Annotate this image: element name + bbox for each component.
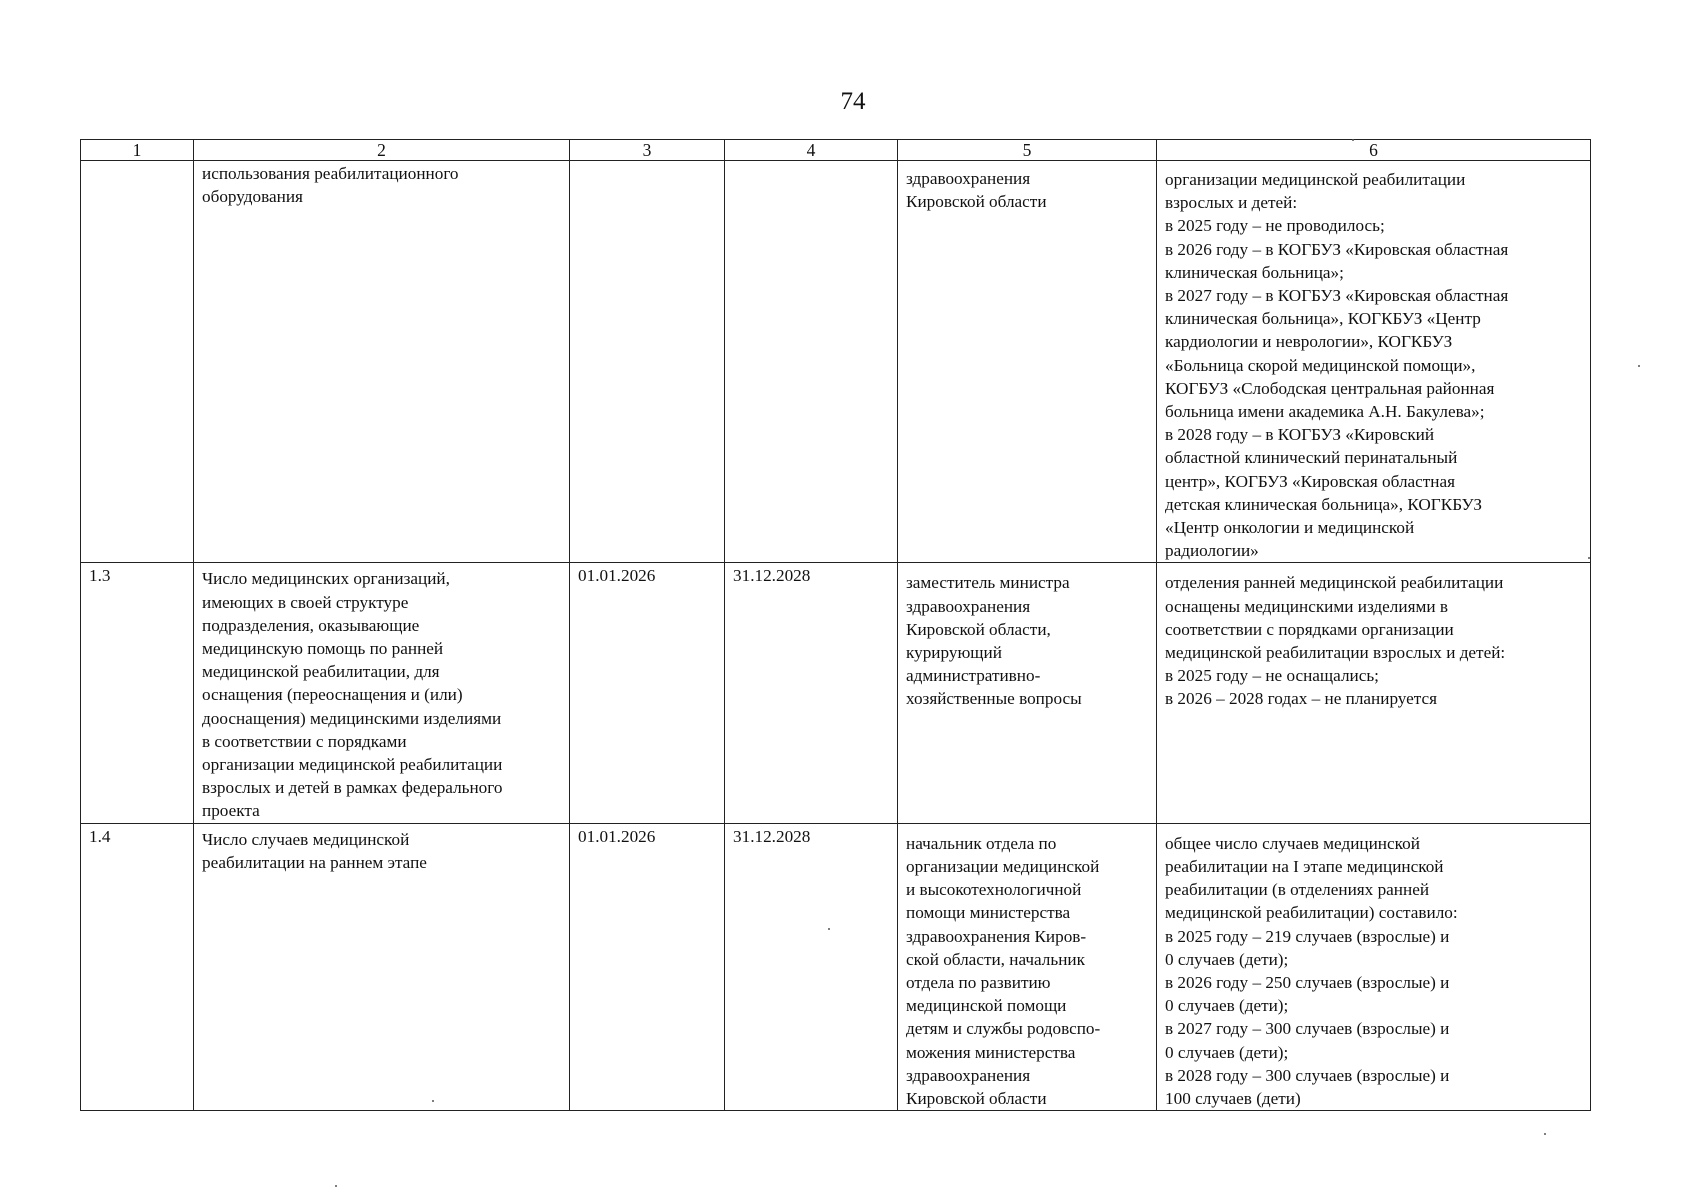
column-header: 4 xyxy=(725,140,898,161)
row-number-cell: 1.3 xyxy=(81,563,194,823)
cell-line: медицинской реабилитации взрослых и детей: xyxy=(1165,643,1506,663)
header-row xyxy=(81,140,1591,161)
cell-line: больница имени академика А.Н. Бакулева»; xyxy=(1165,402,1485,422)
cell-line: областной клинический перинатальный xyxy=(1165,448,1458,468)
result-cell xyxy=(1157,161,1591,563)
cell-line: «Центр онкологии и медицинской xyxy=(1165,518,1415,538)
indicator-cell xyxy=(194,563,570,823)
cell-line: отдела по развитию xyxy=(906,972,1051,992)
cell-line: административно- xyxy=(906,666,1041,686)
responsible-cell xyxy=(898,161,1157,563)
cell-line: дооснащения) медицинскими изделиями xyxy=(202,708,502,728)
cell-line: радиологии» xyxy=(1165,541,1259,561)
cell-line: взрослых и детей в рамках федерального xyxy=(202,778,503,798)
end-date-cell xyxy=(725,161,898,563)
cell-line: здравоохранения xyxy=(906,1065,1031,1085)
cell-line: в 2027 году – 300 случаев (взрослые) и xyxy=(1165,1019,1450,1039)
cell-line: в 2026 – 2028 годах – не планируется xyxy=(1165,689,1438,709)
cell-line: «Больница скорой медицинской помощи», xyxy=(1165,355,1476,375)
cell-line: Число медицинских организаций, xyxy=(202,569,450,589)
column-header: 1 xyxy=(81,140,194,161)
start-date-cell: 01.01.2026 xyxy=(570,563,725,823)
cell-line: реабилитации на раннем этапе xyxy=(202,852,427,872)
cell-line: 100 случаев (дети) xyxy=(1165,1088,1301,1108)
cell-line: помощи министерства xyxy=(906,903,1071,923)
cell-line: в 2027 году – в КОГБУЗ «Кировская областная xyxy=(1165,286,1509,306)
cell-line: 0 случаев (дети); xyxy=(1165,1042,1289,1062)
indicator-cell xyxy=(194,161,570,563)
cell-line: оборудования xyxy=(202,187,303,207)
cell-line: детям и службы родовспо- xyxy=(906,1019,1101,1039)
table-row xyxy=(81,563,1591,823)
cell-line: медицинской помощи xyxy=(906,996,1067,1016)
cell-line: соответствии с порядками организации xyxy=(1165,619,1454,639)
end-date-cell: 31.12.2028 xyxy=(725,563,898,823)
cell-line: оснащения (переоснащения и (или) xyxy=(202,685,463,705)
cell-line: отделения ранней медицинской реабилитации xyxy=(1165,573,1504,593)
start-date-cell: 01.01.2026 xyxy=(570,823,725,1110)
row-number-cell: 1.4 xyxy=(81,823,194,1110)
column-header: 5 xyxy=(898,140,1157,161)
result-cell xyxy=(1157,563,1591,823)
cell-line: хозяйственные вопросы xyxy=(906,689,1082,709)
cell-line: Кировской области, xyxy=(906,619,1051,639)
scan-speck xyxy=(828,928,830,930)
cell-line: медицинской реабилитации) составило: xyxy=(1165,903,1458,923)
scan-speck xyxy=(1352,139,1354,141)
cell-line: в 2025 году – 219 случаев (взрослые) и xyxy=(1165,926,1450,946)
cell-line: общее число случаев медицинской xyxy=(1165,833,1420,853)
cell-line: подразделения, оказывающие xyxy=(202,615,420,635)
page-number: 74 xyxy=(840,88,866,115)
cell-line: медицинской реабилитации, для xyxy=(202,662,440,682)
cell-line: организации медицинской реабилитации xyxy=(202,755,503,775)
end-date-cell: 31.12.2028 xyxy=(725,823,898,1110)
cell-line: взрослых и детей: xyxy=(1165,193,1298,213)
cell-line: кардиологии и неврологии», КОГКБУЗ xyxy=(1165,332,1453,352)
cell-line: в 2025 году – не оснащались; xyxy=(1165,666,1379,686)
cell-line: в соответствии с порядками xyxy=(202,731,407,751)
cell-line: медицинскую помощь по ранней xyxy=(202,639,444,659)
responsible-cell xyxy=(898,563,1157,823)
column-header: 6 xyxy=(1157,140,1591,161)
cell-line: проекта xyxy=(202,801,260,821)
cell-line: Кировской области xyxy=(906,1088,1047,1108)
cell-line: курирующий xyxy=(906,643,1002,663)
cell-line: в 2026 году – в КОГБУЗ «Кировская областная xyxy=(1165,239,1509,259)
cell-line: оснащены медицинскими изделиями в xyxy=(1165,596,1448,616)
table-row xyxy=(81,823,1591,1110)
cell-line: организации медицинской xyxy=(906,856,1100,876)
cell-line: здравоохранения xyxy=(906,596,1031,616)
cell-line: можения министерства xyxy=(906,1042,1076,1062)
table-row xyxy=(81,161,1591,563)
cell-line: 0 случаев (дети); xyxy=(1165,949,1289,969)
cell-line: реабилитации на I этапе медицинской xyxy=(1165,856,1444,876)
column-header: 3 xyxy=(570,140,725,161)
cell-line: начальник отдела по xyxy=(906,833,1057,853)
cell-line: в 2026 году – 250 случаев (взрослые) и xyxy=(1165,972,1450,992)
cell-line: клиническая больница»; xyxy=(1165,262,1344,282)
cell-line: организации медицинской реабилитации xyxy=(1165,170,1466,189)
result-cell xyxy=(1157,823,1591,1110)
responsible-cell xyxy=(898,823,1157,1110)
cell-line: 0 случаев (дети); xyxy=(1165,996,1289,1016)
start-date-cell xyxy=(570,161,725,563)
cell-line: КОГБУЗ «Слободская центральная районная xyxy=(1165,378,1495,398)
scan-speck xyxy=(1638,365,1640,367)
cell-line: Число случаев медицинской xyxy=(202,829,410,849)
row-number-cell xyxy=(81,161,194,563)
scan-speck xyxy=(1544,1133,1546,1135)
cell-line: детская клиническая больница», КОГКБУЗ xyxy=(1165,494,1483,514)
scan-speck xyxy=(1588,557,1590,559)
cell-line: реабилитации (в отделениях ранней xyxy=(1165,880,1430,900)
cell-line: в 2028 году – 300 случаев (взрослые) и xyxy=(1165,1065,1450,1085)
column-header: 2 xyxy=(194,140,570,161)
plan-table xyxy=(80,139,1591,1111)
cell-line: клиническая больница», КОГКБУЗ «Центр xyxy=(1165,309,1481,329)
cell-line: в 2028 году – в КОГБУЗ «Кировский xyxy=(1165,425,1435,445)
cell-line: заместитель министра xyxy=(906,573,1070,593)
cell-line: здравоохранения Киров- xyxy=(906,926,1087,946)
cell-line: использования реабилитационного xyxy=(202,164,459,183)
cell-line: здравоохранения xyxy=(906,169,1031,188)
scan-speck xyxy=(335,1185,337,1187)
scan-speck xyxy=(432,1100,434,1102)
cell-line: и высокотехнологичной xyxy=(906,880,1082,900)
indicator-cell xyxy=(194,823,570,1110)
cell-line: Кировской области xyxy=(906,192,1047,212)
cell-line: центр», КОГБУЗ «Кировская областная xyxy=(1165,471,1456,491)
cell-line: в 2025 году – не проводилось; xyxy=(1165,216,1385,236)
cell-line: имеющих в своей структуре xyxy=(202,592,409,612)
cell-line: ской области, начальник xyxy=(906,949,1085,969)
